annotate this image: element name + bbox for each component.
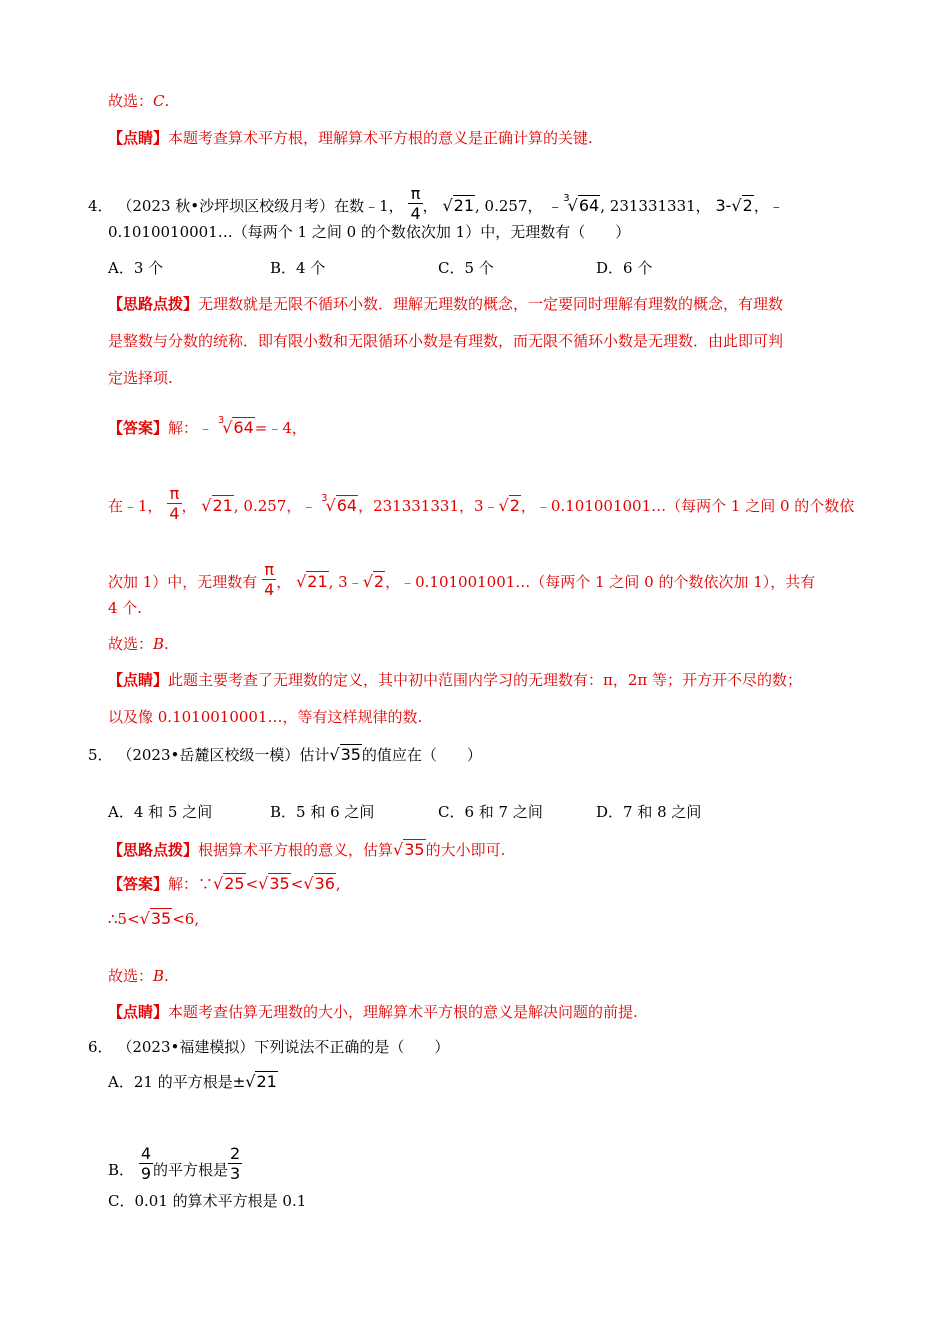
cbrt-64: $^3$√64 bbox=[321, 493, 358, 515]
q4-solution-line2: 次加 1）中，无理数有 $\frac{\pi}{4}$ ， √21, 3﹣√2，﹣0.101001001…（每两个 1 之间 0 的个数依次加 1），共有 bbox=[108, 560, 816, 599]
q5-note: 【点睛】本题考查估算无理数的大小，理解算术平方根的意义是解决问题的前提. bbox=[108, 1003, 638, 1021]
prev-note: 【点睛】本题考查算术平方根，理解算术平方根的意义是正确计算的关键. bbox=[108, 129, 593, 147]
sqrt-35: √35 bbox=[139, 909, 172, 928]
sqrt-2: √2 bbox=[362, 572, 385, 591]
sqrt-35: √35 bbox=[393, 840, 425, 859]
q4-solution-line1: 在﹣1， $\frac{\pi}{4}$ ， √21, 0.257，﹣ $^3$√64，231331331，3﹣√2，﹣0.101001001…（每两个 1 之间 0 的个数依 bbox=[108, 484, 855, 523]
q6-option-b: B． $\frac{4}{9}$ 的平方根是 $\frac{2}{3}$ bbox=[108, 1144, 241, 1183]
prev-answer: 故选：C. bbox=[108, 92, 170, 110]
q4-hint-3: 定选择项. bbox=[108, 369, 173, 387]
sqrt-21: √21 bbox=[296, 572, 328, 591]
pi-over-4-fraction: $\frac{\pi}{4}$ bbox=[264, 560, 275, 599]
pi-over-4-fraction: $\frac{\pi}{4}$ bbox=[169, 484, 180, 523]
q4-stem-line1: 4． （2023 秋•沙坪坝区校级月考）在数﹣1， $\frac{\pi}{4}$ ， √21, 0.257， ﹣$^3$√64, 231331331， 3-√2，﹣ bbox=[88, 184, 784, 223]
q6-option-a: A．21 的平方根是±√21 bbox=[108, 1072, 277, 1091]
two-thirds-fraction: $\frac{2}{3}$ bbox=[230, 1144, 241, 1183]
sqrt-21: √21 bbox=[245, 1072, 277, 1091]
neg-cbrt-64: ﹣$^3$√64 bbox=[547, 193, 600, 215]
q5-pick: 故选：B. bbox=[108, 967, 169, 985]
q6-stem: 6． （2023•福建模拟）下列说法不正确的是（ ） bbox=[88, 1038, 450, 1056]
q5-stem: 5． （2023•岳麓区校级一模）估计√35的值应在（ ） bbox=[88, 745, 482, 764]
q4-hint-1: 【思路点拨】无理数就是无限不循环小数．理解无理数的概念，一定要同时理解有理数的概念，有理数 bbox=[108, 295, 784, 313]
q4-answer-lead: 【答案】解：﹣ $^3$√64=﹣4， bbox=[108, 411, 307, 438]
sqrt-35: √35 bbox=[258, 874, 290, 893]
cbrt-64: $^3$√64 bbox=[217, 415, 254, 437]
q4-pick: 故选：B. bbox=[108, 635, 169, 653]
three-minus-sqrt2: 3-√2 bbox=[715, 196, 753, 215]
q6-option-c: C．0.01 的算术平方根是 0.1 bbox=[108, 1192, 307, 1210]
q4-hint-2: 是整数与分数的统称．即有限小数和无限循环小数是有理数，而无限不循环小数是无理数．由此即可判 bbox=[108, 332, 784, 350]
sqrt-36: √36 bbox=[303, 874, 335, 893]
q5-answer: 【答案】解：∵√25<√35<√36, bbox=[108, 874, 341, 893]
sqrt-21: √21 bbox=[201, 496, 233, 515]
q5-hint: 【思路点拨】根据算术平方根的意义，估算√35的大小即可. bbox=[108, 840, 506, 859]
sqrt-2: √2 bbox=[498, 496, 520, 515]
sqrt-25: √25 bbox=[213, 874, 245, 893]
q4-solution-line3: 4 个. bbox=[108, 599, 143, 617]
q4-note-2: 以及像 0.1010010001…，等有这样规律的数. bbox=[108, 708, 423, 726]
pi-over-4-fraction: $\frac{\pi}{4}$ bbox=[410, 184, 421, 223]
q4-stem-line2: 0.1010010001…（每两个 1 之间 0 的个数依次加 1）中，无理数有（ ） bbox=[108, 223, 631, 241]
four-ninths-fraction: $\frac{4}{9}$ bbox=[140, 1144, 151, 1183]
q4-note-1: 【点睛】此题主要考查了无理数的定义，其中初中范围内学习的无理数有：π，2π 等；开方开不尽的数； bbox=[108, 671, 803, 689]
sqrt-21: √21 bbox=[442, 196, 474, 215]
sqrt-35: √35 bbox=[329, 745, 361, 764]
q5-therefore: ∴5<√35<6, bbox=[108, 909, 200, 928]
